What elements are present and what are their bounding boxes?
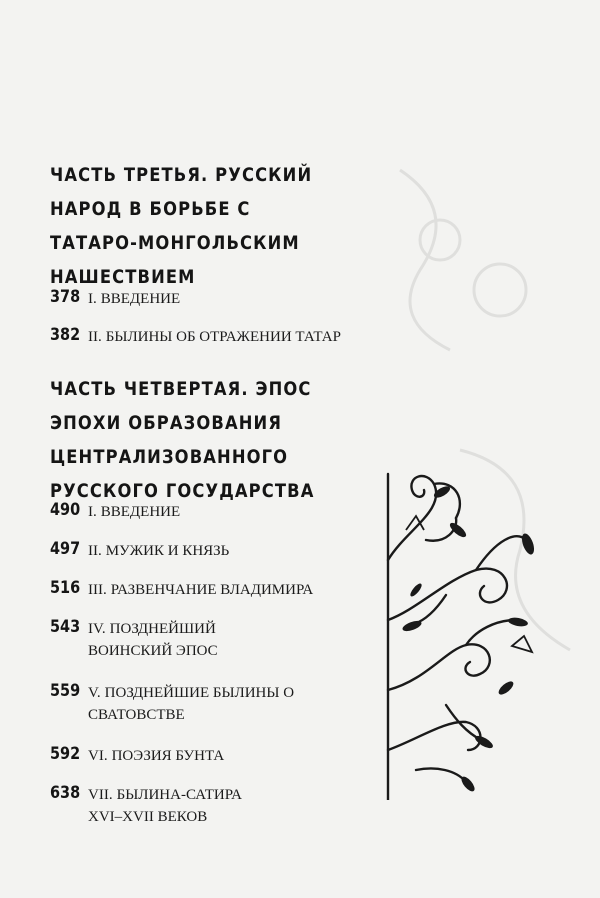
chapter-title-text: ВВЕДЕНИЕ (100, 291, 181, 307)
chapter-title-text: ПОЗДНЕЙШИЕ БЫЛИНЫ О СВАТОВСТВЕ (88, 685, 295, 723)
chapter-numeral: II. (88, 543, 102, 559)
chapter-title (88, 288, 378, 310)
page-number: 490 (50, 500, 81, 520)
chapter-title (88, 618, 288, 662)
page-number: 592 (50, 744, 81, 764)
chapter-numeral: III. (88, 582, 107, 598)
page-number: 516 (50, 578, 81, 598)
chapter-title (88, 501, 378, 523)
page-number: 382 (50, 325, 81, 345)
chapter-numeral: I. (88, 504, 97, 520)
chapter-title (88, 784, 263, 828)
floral-vine-icon (386, 470, 542, 800)
chapter-numeral: IV. (88, 621, 106, 637)
page-number: 378 (50, 287, 81, 307)
page-number: 543 (50, 617, 81, 637)
chapter-numeral: V. (88, 685, 101, 701)
part-three-title: ЧАСТЬ ТРЕТЬЯ. РУССКИЙ НАРОД В БОРЬБЕ С ТАТАРО-МОНГОЛЬСКИМ НАШЕСТВИЕМ (50, 164, 313, 288)
chapter-title (88, 579, 378, 601)
chapter-title (88, 540, 378, 562)
page-number: 559 (50, 681, 81, 701)
chapter-numeral: VII. (88, 787, 113, 803)
chapter-title-text: ВВЕДЕНИЕ (100, 504, 181, 520)
chapter-title (88, 326, 378, 348)
chapter-title-text: БЫЛИНЫ ОБ ОТРАЖЕНИИ ТАТАР (105, 329, 341, 345)
chapter-title-text: ПОЭЗИЯ БУНТА (111, 748, 225, 764)
chapter-title (88, 745, 378, 767)
chapter-title-text: БЫЛИНА-САТИРА XVI–XVII ВЕКОВ (88, 787, 242, 825)
part-four-title: ЧАСТЬ ЧЕТВЕРТАЯ. ЭПОС ЭПОХИ ОБРАЗОВАНИЯ ЦЕНТРАЛИЗОВАННОГО РУССКОГО ГОСУДАРСТВА (50, 378, 315, 502)
chapter-numeral: II. (88, 329, 102, 345)
chapter-title-text: РАЗВЕНЧАНИЕ ВЛАДИМИРА (110, 582, 314, 598)
chapter-title-text: ПОЗДНЕЙШИЙ ВОИНСКИЙ ЭПОС (88, 621, 218, 659)
chapter-numeral: I. (88, 291, 97, 307)
page-number: 638 (50, 783, 81, 803)
chapter-numeral: VI. (88, 748, 108, 764)
chapter-title (88, 682, 298, 726)
chapter-title-text: МУЖИК И КНЯЗЬ (105, 543, 230, 559)
page-number: 497 (50, 539, 81, 559)
